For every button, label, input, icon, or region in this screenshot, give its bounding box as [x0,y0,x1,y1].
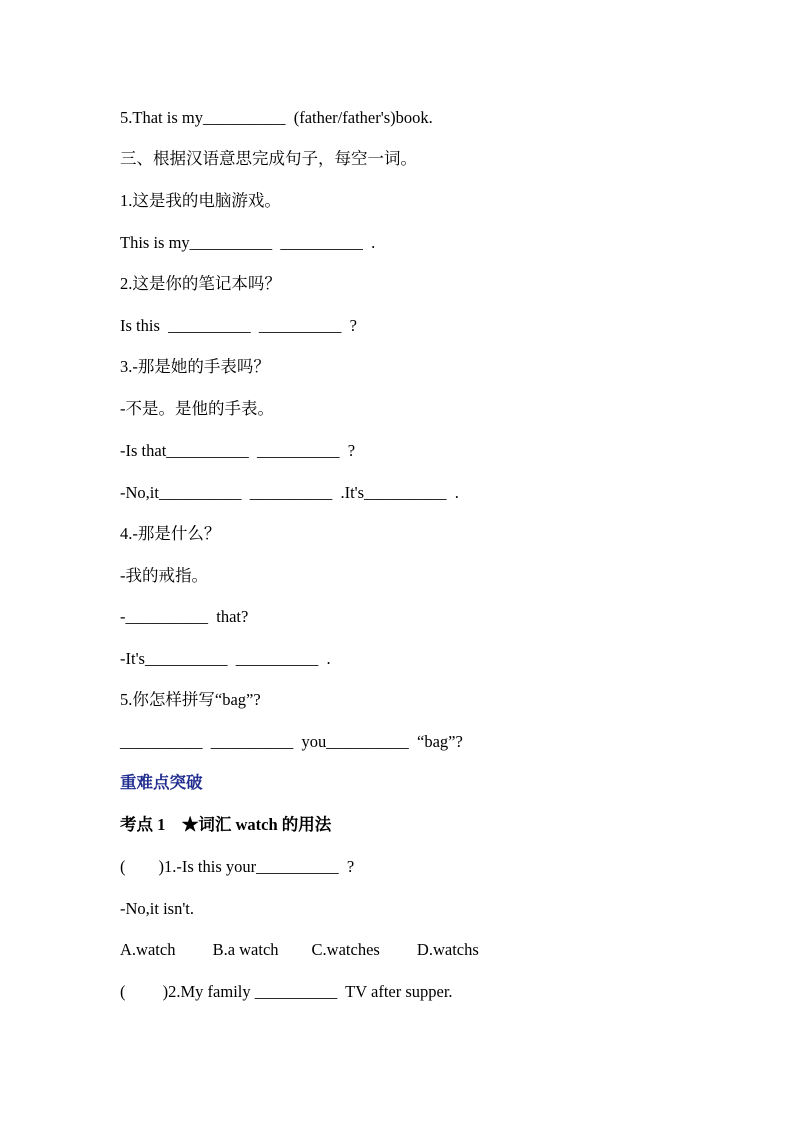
point-1-heading: 考点 1 ★词汇 watch 的用法 [120,815,332,834]
mc-question-1-dialogue: -No,it isn't. [120,899,195,918]
key-points-heading: 重难点突破 [120,773,203,792]
question-2-english: Is this __________ __________ ? [120,316,357,335]
question-1-english: This is my__________ __________ . [120,233,376,252]
question-3-english-a: -Is that__________ __________ ? [120,441,356,460]
mc-question-2: ( )2.My family __________ TV after supper. [120,982,453,1001]
question-4-english-b: -It's__________ __________ . [120,649,331,668]
exercise-item-5: 5.That is my__________ (father/father's)book. [120,108,433,127]
question-3-chinese-b: -不是。是他的手表。 [120,399,274,418]
question-3-english-b: -No,it__________ __________ .It's__________ . [120,483,459,502]
question-1-chinese: 1.这是我的电脑游戏。 [120,191,281,210]
question-5-english: __________ __________ you__________ “bag”? [120,732,463,751]
question-2-chinese: 2.这是你的笔记本吗？ [120,274,281,293]
part3-instruction: 三、根据汉语意思完成句子，每空一词。 [120,149,417,168]
question-5-chinese: 5.你怎样拼写“bag”? [120,690,261,709]
question-3-chinese-a: 3.-那是她的手表吗？ [120,357,270,376]
question-4-chinese-b: -我的戒指。 [120,566,208,585]
mc-question-1: ( )1.-Is this your__________ ? [120,857,355,876]
question-4-chinese-a: 4.-那是什么？ [120,524,221,543]
mc-question-1-options: A.watch B.a watch C.watches D.watchs [120,940,479,959]
question-4-english-a: -__________ that? [120,607,249,626]
